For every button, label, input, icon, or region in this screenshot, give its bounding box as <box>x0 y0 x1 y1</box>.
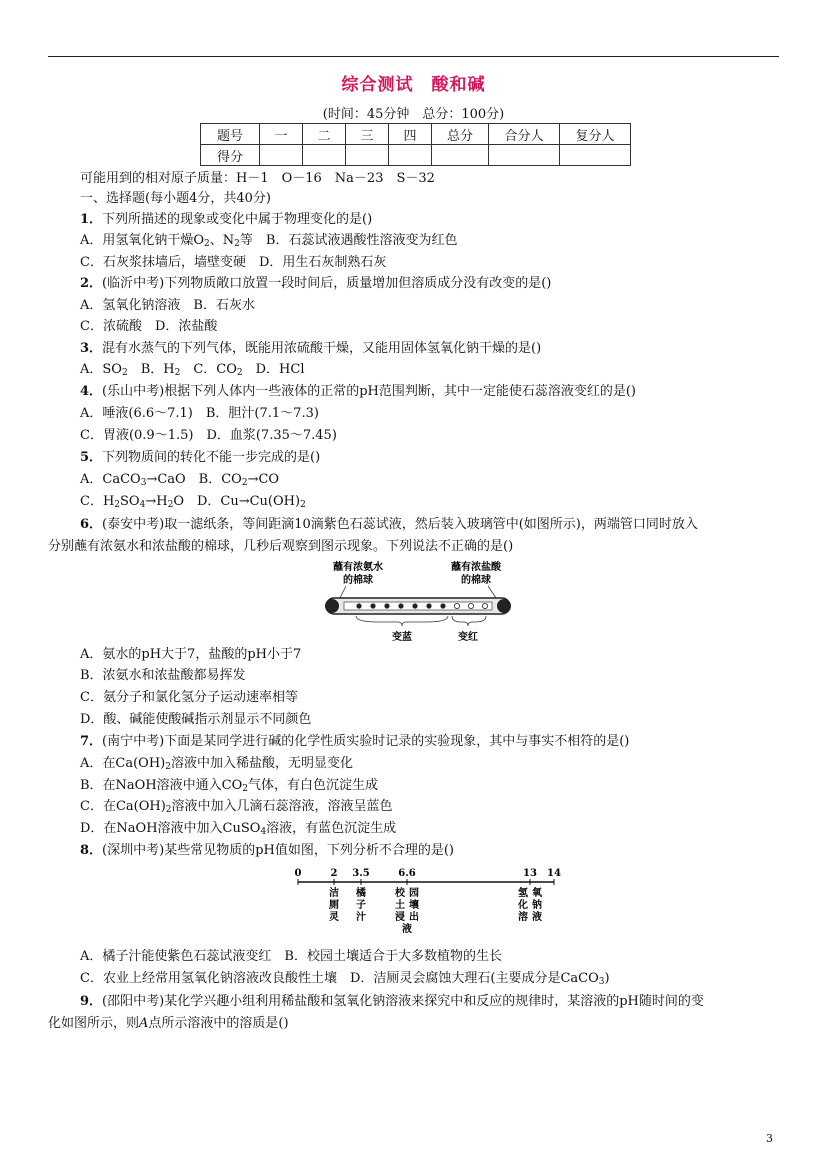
ph-substance-char: 壤 <box>409 900 419 911</box>
question-2-option-ab: A．氢氧化钠溶液 B．石灰水 <box>80 298 255 313</box>
ph-tick-label: 6.6 <box>398 868 416 879</box>
fig-label-hcl-line2: 的棉球 <box>461 575 491 586</box>
option-text: C．在Ca(OH) <box>80 799 166 814</box>
subscript: 4 <box>260 827 267 837</box>
exam-info: (时间：45分钟 总分：100分) <box>322 107 505 122</box>
table-cell: 题号 <box>201 124 260 145</box>
ph-substance-char: 氢 <box>518 888 528 899</box>
option-text: ) <box>604 971 610 986</box>
ph-substance-char: 浸 <box>395 912 405 923</box>
table-cell: 一 <box>260 124 303 145</box>
header-rule <box>48 56 779 57</box>
fig-label-red: 变红 <box>458 632 478 643</box>
question-number: 6． <box>80 517 103 532</box>
question-8 <box>80 842 454 860</box>
question-6 <box>80 516 698 534</box>
table-cell: 复分人 <box>560 124 631 145</box>
option-text: SO <box>120 494 140 509</box>
ph-substance-char: 汁 <box>356 912 366 923</box>
option-text: 等 B．石蕊试液遇酸性溶液变为红色 <box>239 233 458 248</box>
ph-substance-char: 校 <box>395 888 405 899</box>
glass-tube-figure <box>318 558 518 650</box>
ph-tick-label: 14 <box>547 868 561 879</box>
ph-substance-char: 液 <box>532 912 542 923</box>
question-number: 7． <box>80 734 103 749</box>
ph-substance-char: 橘 <box>356 888 366 899</box>
table-cell: 四 <box>389 124 432 145</box>
score-input-cell[interactable] <box>389 145 432 166</box>
subscript: 2 <box>114 500 121 510</box>
dot-blue <box>440 603 445 608</box>
option-text: C．H <box>80 494 115 509</box>
table-cell: 总分 <box>432 124 489 145</box>
option-text: 溶液中加入几滴石蕊溶液，溶液呈蓝色 <box>171 799 393 814</box>
ph-substance-char: 灵 <box>329 912 339 923</box>
dot-blue <box>370 603 375 608</box>
question-1-option-ab <box>80 232 457 250</box>
question-number: 3． <box>80 341 103 356</box>
question-4-option-cd: C．胃液(0.9～1.5) D．血浆(7.35～7.45) <box>80 428 337 443</box>
question-stem: 化如图所示，则 <box>48 1016 140 1031</box>
pointer-line <box>340 586 346 598</box>
subscript: 3 <box>140 478 147 488</box>
question-6-option-b: B．浓氨水和浓盐酸都易挥发 <box>80 668 246 683</box>
question-stem: (泰安中考)取一滤纸条，等间距滴10滴紫色石蕊试液，然后装入玻璃管中(如图所示)，两端管口同时放入 <box>102 517 698 532</box>
dot-blue <box>384 603 389 608</box>
option-text: A．在Ca(OH) <box>80 756 166 771</box>
cotton-ball-right <box>497 599 511 613</box>
ph-scale-figure <box>290 866 570 948</box>
question-number: 8． <box>80 843 103 858</box>
option-text: →CO <box>247 472 280 487</box>
subscript: 3 <box>598 977 605 987</box>
dot-blue <box>412 603 417 608</box>
question-stem: 混有水蒸气的下列气体，既能用浓硫酸干燥，又能用固体氢氧化钠干燥的是() <box>102 341 542 356</box>
question-5-option-cd <box>80 493 306 511</box>
ph-substance-char: 土 <box>395 900 405 911</box>
score-table <box>200 123 631 166</box>
question-4 <box>80 383 636 401</box>
option-text: O D．Cu→Cu(OH) <box>173 494 301 509</box>
ph-substance-char: 子 <box>356 900 366 911</box>
ph-substance-char: 洁 <box>329 888 339 899</box>
option-text: D．在NaOH溶液中加入CuSO <box>80 821 261 836</box>
brace-blue <box>356 616 448 626</box>
question-1 <box>80 211 372 229</box>
fig-label-hcl: 蘸有浓盐酸 <box>451 562 501 573</box>
option-text: C．农业上经常用氢氧化钠溶液改良酸性土壤 D．洁厕灵会腐蚀大理石(主要成分是CaCO <box>80 971 599 986</box>
option-text: 气体，有白色沉淀生成 <box>248 778 379 793</box>
ph-substance-char: 钠 <box>532 900 542 911</box>
question-2 <box>80 275 551 293</box>
cotton-ball-left <box>325 599 339 613</box>
question-9-stem-continued <box>48 1015 289 1033</box>
ph-tick-label: 13 <box>523 868 537 879</box>
section-heading: 一、选择题(每小题4分，共40分) <box>80 191 271 206</box>
subscript: 2 <box>234 239 240 249</box>
question-stem: 下列物质间的转化不能一步完成的是() <box>102 450 321 465</box>
question-7 <box>80 733 629 751</box>
option-text: D．HCl <box>242 362 305 377</box>
question-4-option-ab: A．唾液(6.6～7.1) B．胆汁(7.1～7.3) <box>80 406 319 421</box>
ph-tick-label: 2 <box>330 868 338 879</box>
option-text: B．在NaOH溶液中通入CO <box>80 778 243 793</box>
ph-substance-char: 厕 <box>329 900 339 911</box>
dot-red <box>482 603 487 608</box>
question-1-option-cd: C．石灰浆抹墙后，墙壁变硬 D．用生石灰制熟石灰 <box>80 255 387 270</box>
subscript: 2 <box>242 784 249 794</box>
score-input-cell[interactable] <box>432 145 489 166</box>
score-table-header-row <box>201 124 631 145</box>
option-text: A．CaCO <box>80 472 141 487</box>
subscript: 2 <box>241 478 248 488</box>
question-8-option-cd <box>80 970 610 988</box>
ph-substance-char: 氧 <box>532 888 542 899</box>
option-text: 、N <box>209 233 235 248</box>
question-number: 2． <box>80 276 103 291</box>
option-text: 溶液，有蓝色沉淀生成 <box>266 821 397 836</box>
fig-label-blue: 变蓝 <box>392 632 412 643</box>
ph-substance-char: 园 <box>409 888 419 899</box>
question-6-option-c: C．氨分子和氯化氢分子运动速率相等 <box>80 690 298 705</box>
ph-tick-label: 3.5 <box>352 868 370 879</box>
ph-substance-char: 溶 <box>518 912 528 923</box>
subscript: 2 <box>167 500 174 510</box>
option-text: →H <box>145 494 168 509</box>
option-text: A．SO <box>80 362 122 377</box>
page-number: 3 <box>766 1132 773 1145</box>
question-number: 4． <box>80 384 103 399</box>
question-9 <box>80 993 704 1011</box>
ph-tick-label: 0 <box>294 868 302 879</box>
dot-red <box>468 603 473 608</box>
question-3 <box>80 340 541 358</box>
question-number: 5． <box>80 450 103 465</box>
subscript: 2 <box>300 500 306 510</box>
point-label: A <box>139 1016 149 1031</box>
question-7-option-d <box>80 820 396 838</box>
score-table-score-row <box>201 145 631 166</box>
pointer-line <box>488 586 496 598</box>
subscript: 2 <box>121 368 128 378</box>
table-cell: 合分人 <box>489 124 560 145</box>
question-6-option-a: A．氨水的pH大于7，盐酸的pH小于7 <box>80 647 302 662</box>
score-input-cell[interactable] <box>346 145 389 166</box>
option-text: C．CO <box>180 362 237 377</box>
option-text: A．用氢氧化钠干燥O <box>80 233 205 248</box>
fig-label-ammonia-line2: 的棉球 <box>343 575 373 586</box>
atomic-masses: 可能用到的相对原子质量：H－1 O－16 Na－23 S－32 <box>80 171 435 186</box>
table-cell: 二 <box>303 124 346 145</box>
question-2-option-cd: C．浓硫酸 D．浓盐酸 <box>80 319 218 334</box>
subscript: 2 <box>236 368 243 378</box>
subscript: 2 <box>204 239 210 249</box>
question-6-option-d: D．酸、碱能使酸碱指示剂显示不同颜色 <box>80 712 312 727</box>
question-stem: 下列所描述的现象或变化中属于物理变化的是() <box>102 212 373 227</box>
score-input-cell[interactable] <box>303 145 346 166</box>
dot-blue <box>356 603 361 608</box>
subscript: 2 <box>165 762 171 772</box>
score-input-cell[interactable] <box>489 145 560 166</box>
option-text: B．H <box>127 362 175 377</box>
ph-substance-char: 化 <box>518 900 528 911</box>
score-input-cell[interactable] <box>560 145 631 166</box>
question-number: 1． <box>80 212 103 227</box>
score-input-cell[interactable] <box>260 145 303 166</box>
dot-red <box>454 603 459 608</box>
subscript: 2 <box>165 805 172 815</box>
question-7-option-b <box>80 777 378 795</box>
question-stem: (临沂中考)下列物质敞口放置一段时间后，质量增加但溶质成分没有改变的是() <box>102 276 552 291</box>
question-stem: 点所示溶液中的溶质是() <box>148 1016 289 1031</box>
question-stem: (深圳中考)某些常见物质的pH值如图，下列分析不合理的是() <box>102 843 454 858</box>
ph-substance-char: 液 <box>402 924 412 935</box>
table-cell: 得分 <box>201 145 260 166</box>
question-7-option-a <box>80 755 353 773</box>
question-stem: (南宁中考)下面是某同学进行碱的化学性质实验时记录的实验现象，其中与事实不相符的是() <box>102 734 630 749</box>
page-title: 综合测试 酸和碱 <box>341 75 486 95</box>
table-cell: 三 <box>346 124 389 145</box>
question-5-option-ab <box>80 471 279 489</box>
dot-blue <box>426 603 431 608</box>
question-8-option-ab: A．橘子汁能使紫色石蕊试液变红 B．校园土壤适合于大多数植物的生长 <box>80 949 502 964</box>
question-stem: (邵阳中考)某化学兴趣小组利用稀盐酸和氢氧化钠溶液来探究中和反应的规律时，某溶液的pH随时间的变 <box>102 994 704 1009</box>
question-3-options <box>80 361 304 379</box>
question-stem: (乐山中考)根据下列人体内一些液体的正常的pH范围判断，其中一定能使石蕊溶液变红的是() <box>102 384 636 399</box>
option-text: 溶液中加入稀盐酸，无明显变化 <box>170 756 353 771</box>
fig-label-ammonia: 蘸有浓氨水 <box>333 562 383 573</box>
question-6-stem-continued: 分别蘸有浓氨水和浓盐酸的棉球，几秒后观察到图示现象。下列说法不正确的是() <box>48 539 514 554</box>
option-text: →CaO B．CO <box>146 472 242 487</box>
question-5 <box>80 449 320 467</box>
brace-red <box>452 616 486 626</box>
subscript: 4 <box>139 500 146 510</box>
subscript: 2 <box>174 368 181 378</box>
dot-blue <box>398 603 403 608</box>
ph-substance-char: 出 <box>409 912 419 923</box>
question-7-option-c <box>80 798 393 816</box>
question-number: 9． <box>80 994 103 1009</box>
